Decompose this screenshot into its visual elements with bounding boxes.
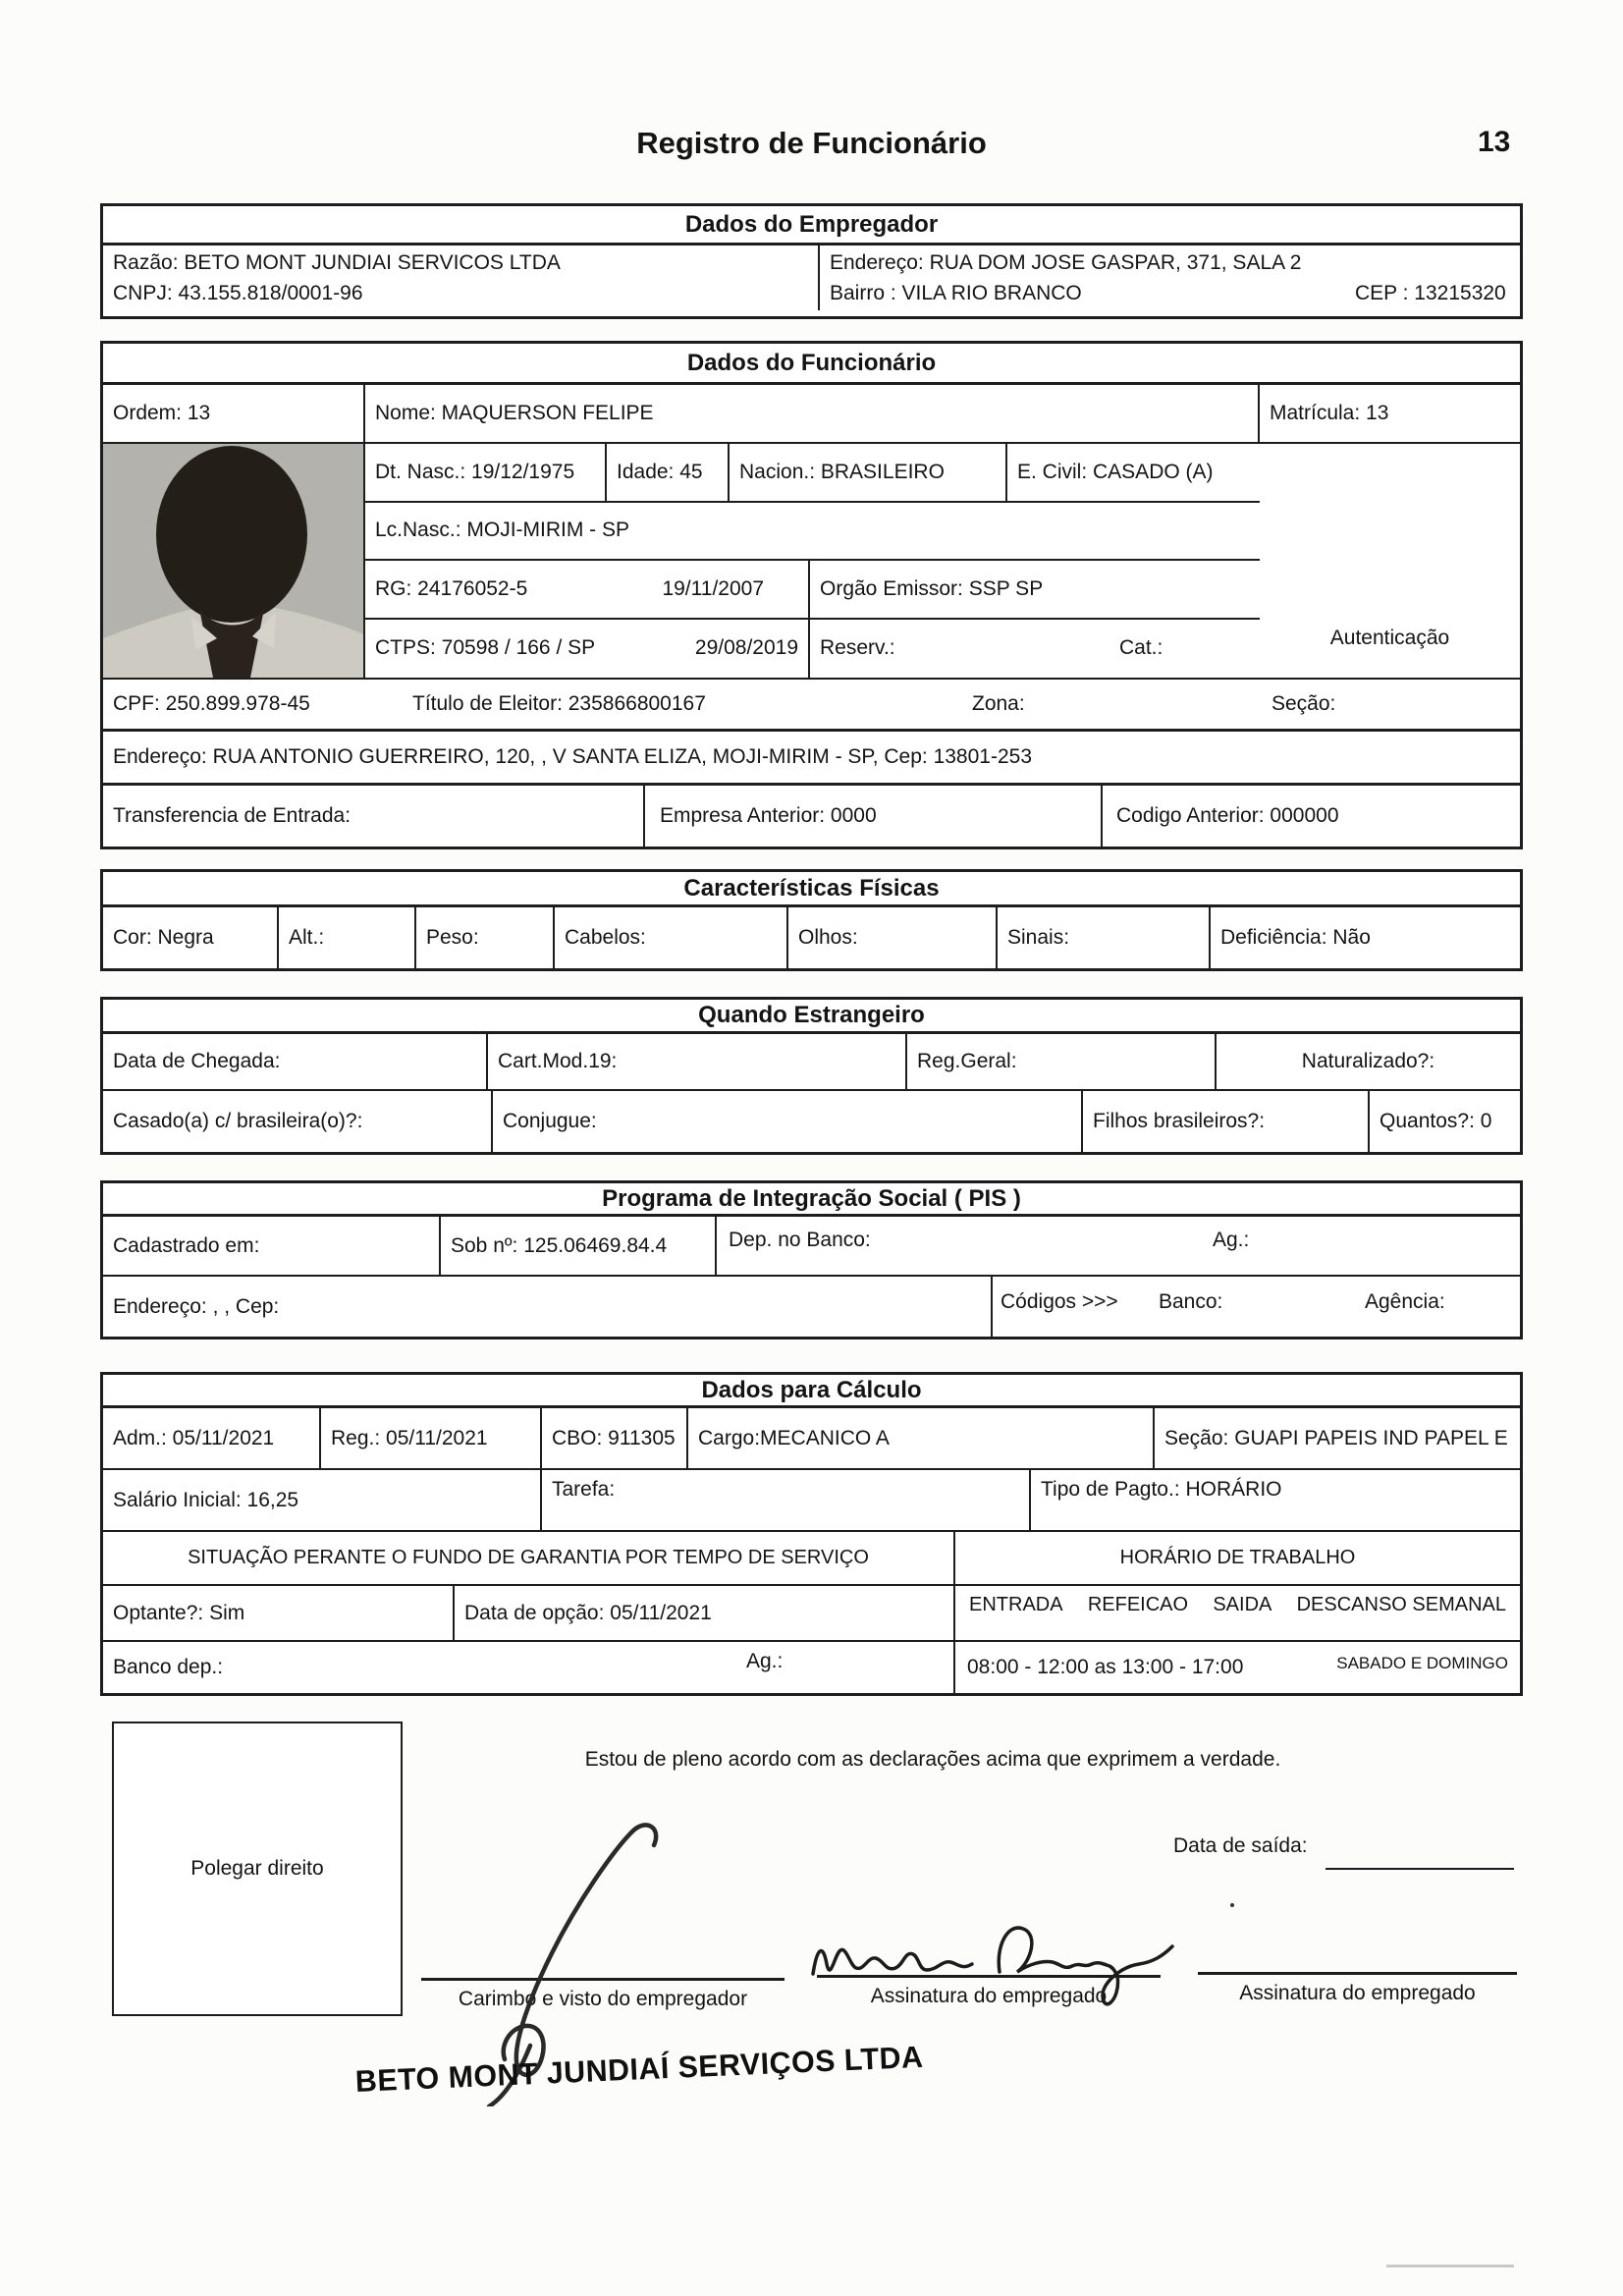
section-estrangeiro-header: Quando Estrangeiro <box>103 1000 1520 1034</box>
field-data-chegada: Data de Chegada: <box>103 1034 488 1089</box>
section-pis <box>100 1180 1523 1339</box>
ctps-number: CTPS: 70598 / 166 / SP <box>375 636 596 660</box>
col-saida: SAIDA <box>1213 1594 1272 1615</box>
field-secao-eleitoral: Seção: <box>1271 692 1336 715</box>
field-naturalizado: Naturalizado?: <box>1301 1050 1435 1072</box>
employee-signature-label-2: Assinatura do empregado <box>1239 1982 1476 2004</box>
data-saida-label: Data de saída: <box>1173 1834 1308 1857</box>
employee-photo-cell <box>103 444 365 678</box>
data-saida-line <box>1325 1868 1514 1870</box>
field-nacionalidade: Nacion.: BRASILEIRO <box>730 444 1007 501</box>
col-descanso: DESCANSO SEMANAL <box>1296 1594 1506 1615</box>
field-reg: Reg.: 05/11/2021 <box>321 1408 542 1468</box>
field-horario-valores <box>955 1642 1520 1693</box>
field-casado-brasileira: Casado(a) c/ brasileira(o)?: <box>103 1091 493 1152</box>
field-cbo: CBO: 911305 <box>542 1408 688 1468</box>
field-cargo: Cargo:MECANICO A <box>688 1408 1155 1468</box>
thumbprint-label: Polegar direito <box>190 1857 324 1880</box>
employer-signature-label: Carimbo e visto do empregador <box>458 1988 748 2010</box>
field-pis-endereco: Endereço: , , Cep: <box>103 1277 993 1337</box>
agencia-label: Agência: <box>1365 1289 1445 1313</box>
employee-photo <box>103 444 363 678</box>
section-caracteristicas <box>100 869 1523 971</box>
stray-dot <box>1230 1903 1234 1907</box>
field-adm: Adm.: 05/11/2021 <box>103 1408 321 1468</box>
field-zona: Zona: <box>972 692 1025 715</box>
employee-signature-label-1: Assinatura do empregado <box>870 1985 1108 2007</box>
section-funcionario-header: Dados do Funcionário <box>103 344 1520 385</box>
field-reserv: Reserv.: <box>820 636 895 660</box>
company-stamp: BETO MONT JUNDIAÍ SERVIÇOS LTDA <box>354 2039 925 2099</box>
field-bairro: Bairro : VILA RIO BRANCO <box>830 281 1082 304</box>
field-cat: Cat.: <box>1119 636 1163 660</box>
field-reserv-cat <box>810 620 1260 678</box>
field-transferencia: Transferencia de Entrada: <box>103 786 645 847</box>
calculo-ag-label: Ag.: <box>746 1649 784 1672</box>
field-pis-codigos <box>993 1277 1520 1337</box>
field-deficiencia: Deficiência: Não <box>1220 926 1371 949</box>
section-empregador-header: Dados do Empregador <box>103 206 1520 246</box>
field-codigo-anterior: Codigo Anterior: 000000 <box>1116 804 1339 827</box>
ctps-date: 29/08/2019 <box>694 636 798 660</box>
thumbprint-box <box>112 1722 403 2016</box>
field-conjugue: Conjugue: <box>493 1091 1083 1152</box>
field-cpf: CPF: 250.899.978-45 <box>113 692 310 715</box>
field-idade: Idade: 45 <box>607 444 730 501</box>
field-quantos: Quantos?: 0 <box>1380 1110 1492 1132</box>
field-razao: Razão: BETO MONT JUNDIAI SERVICOS LTDA <box>113 250 561 274</box>
field-optante: Optante?: Sim <box>103 1586 455 1640</box>
field-empresa-anterior: Empresa Anterior: 0000 <box>645 786 1103 847</box>
section-caracteristicas-header: Características Físicas <box>103 872 1520 907</box>
section-empregador <box>100 203 1523 319</box>
field-cabelos: Cabelos: <box>555 907 788 968</box>
section-calculo-header: Dados para Cálculo <box>103 1375 1520 1408</box>
field-sinais: Sinais: <box>998 907 1211 968</box>
funcionario-mid-grid <box>365 444 1260 678</box>
field-endereco-empregador: Endereço: RUA DOM JOSE GASPAR, 371, SALA 2 <box>830 250 1302 274</box>
field-nome: Nome: MAQUERSON FELIPE <box>365 385 1260 442</box>
field-filhos-brasileiros: Filhos brasileiros?: <box>1083 1091 1370 1152</box>
field-tarefa: Tarefa: <box>542 1470 1031 1530</box>
field-reg-geral: Reg.Geral: <box>907 1034 1217 1089</box>
field-cep: CEP : 13215320 <box>1355 281 1506 304</box>
cpf-row <box>103 680 1520 732</box>
employee-signature-line-2 <box>1198 1972 1517 1975</box>
horario-valor: 08:00 - 12:00 as 13:00 - 17:00 <box>967 1656 1244 1678</box>
section-estrangeiro <box>100 997 1523 1155</box>
page-title: Registro de Funcionário <box>636 126 987 160</box>
employee-signature <box>807 1903 1180 2011</box>
field-data-opcao: Data de opção: 05/11/2021 <box>455 1586 955 1640</box>
field-salario-inicial: Salário Inicial: 16,25 <box>103 1470 542 1530</box>
col-entrada: ENTRADA <box>969 1594 1063 1615</box>
section-calculo <box>100 1372 1523 1696</box>
banco-dep-label: Banco dep.: <box>113 1656 224 1678</box>
descanso-valor: SABADO E DOMINGO <box>1336 1654 1508 1672</box>
field-matricula: Matrícula: 13 <box>1270 402 1389 424</box>
field-orgao-emissor: Orgão Emissor: SSP SP <box>820 576 1044 600</box>
empregador-right-cell <box>820 246 1520 310</box>
field-secao-trabalho: Seção: GUAPI PAPEIS IND PAPEL E <box>1164 1426 1508 1449</box>
banco-label: Banco: <box>1159 1289 1223 1313</box>
codigos-label: Códigos >>> <box>1001 1289 1118 1313</box>
col-refeicao: REFEICAO <box>1087 1594 1189 1615</box>
field-endereco-funcionario: Endereço: RUA ANTONIO GUERREIRO, 120, , V SANTA ELIZA, MOJI-MIRIM - SP, Cep: 13801-253 <box>113 745 1032 768</box>
field-estado-civil: E. Civil: CASADO (A) <box>1017 460 1214 483</box>
scan-artifact <box>1386 2265 1514 2268</box>
field-olhos: Olhos: <box>788 907 998 968</box>
field-dep-banco <box>717 1217 1520 1275</box>
page-number: 13 <box>1478 126 1511 158</box>
field-lc-nasc: Lc.Nasc.: MOJI-MIRIM - SP <box>375 519 630 542</box>
declaration-text: Estou de pleno acordo com as declarações acima que exprimem a verdade. <box>584 1748 1281 1771</box>
field-ctps <box>365 620 810 678</box>
field-sob-numero: Sob nº: 125.06469.84.4 <box>441 1217 717 1275</box>
field-tipo-pagto: Tipo de Pagto.: HORÁRIO <box>1041 1478 1282 1501</box>
field-dt-nasc: Dt. Nasc.: 19/12/1975 <box>365 444 607 501</box>
field-banco-dep <box>103 1642 955 1693</box>
section-pis-header: Programa de Integração Social ( PIS ) <box>103 1183 1520 1217</box>
horario-columns <box>955 1586 1520 1640</box>
dep-banco-label: Dep. no Banco: <box>729 1228 871 1251</box>
rg-date: 19/11/2007 <box>662 576 764 600</box>
fgts-header: SITUAÇÃO PERANTE O FUNDO DE GARANTIA POR TEMPO DE SERVIÇO <box>103 1532 955 1584</box>
field-cnpj: CNPJ: 43.155.818/0001-96 <box>113 281 363 304</box>
field-peso: Peso: <box>416 907 555 968</box>
field-cart-mod19: Cart.Mod.19: <box>488 1034 907 1089</box>
field-cor: Cor: Negra <box>103 907 279 968</box>
field-cadastrado-em: Cadastrado em: <box>103 1217 441 1275</box>
field-altura: Alt.: <box>279 907 416 968</box>
rg-number: RG: 24176052-5 <box>375 576 528 600</box>
empregador-left-cell <box>103 246 820 310</box>
horario-header: HORÁRIO DE TRABALHO <box>1119 1547 1356 1568</box>
field-rg <box>365 561 810 618</box>
field-titulo-eleitor: Título de Eleitor: 235866800167 <box>412 692 706 715</box>
pis-ag-label: Ag.: <box>1213 1228 1250 1251</box>
section-funcionario <box>100 341 1523 849</box>
field-autenticacao: Autenticação <box>1329 627 1450 649</box>
field-ordem: Ordem: 13 <box>103 385 365 442</box>
